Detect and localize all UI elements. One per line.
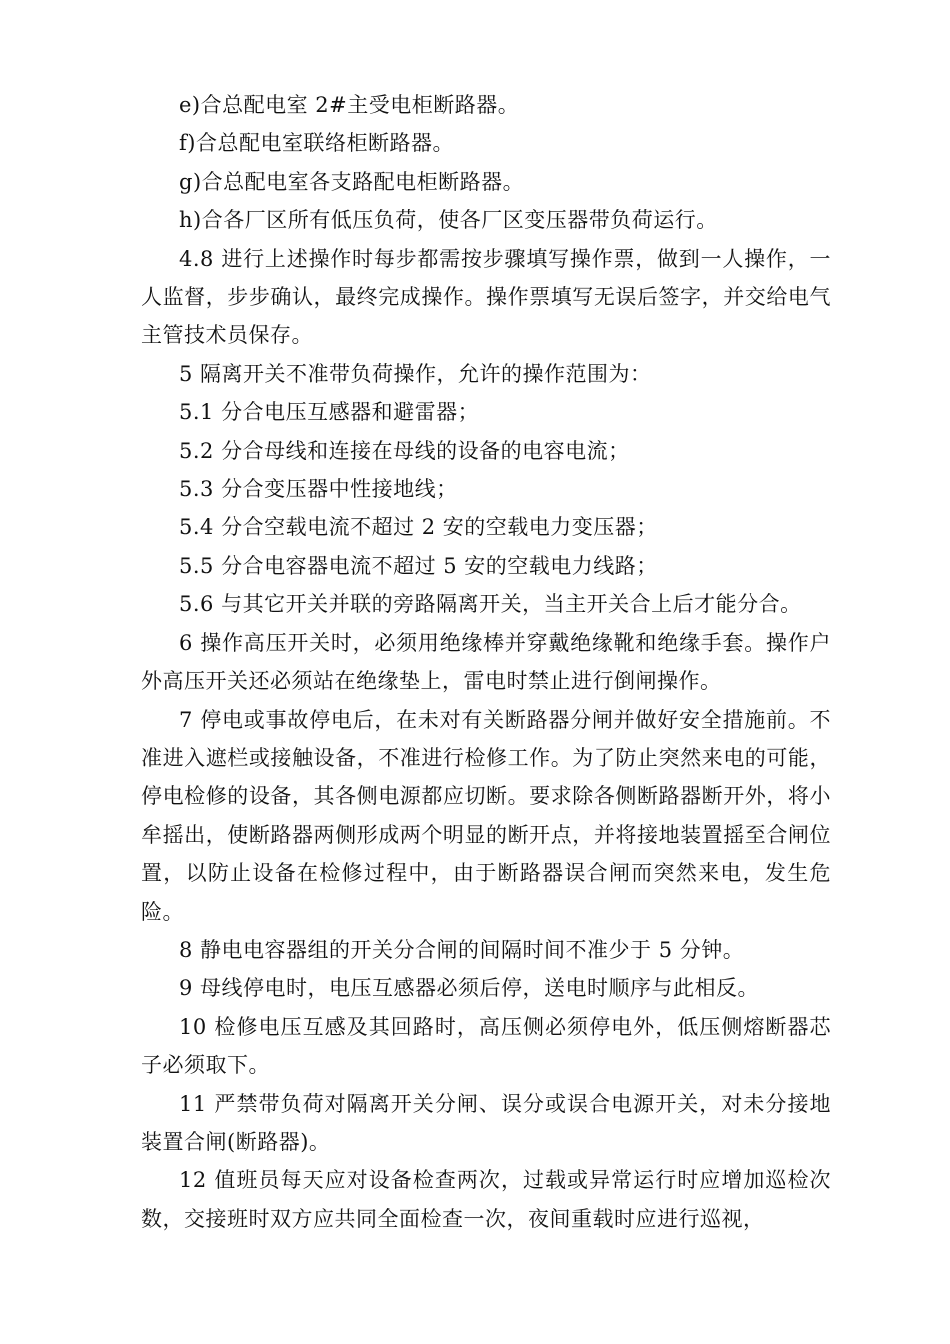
- paragraph-8: 8 静电电容器组的开关分合闸的间隔时间不准少于 5 分钟。: [179, 937, 745, 962]
- paragraph-10: 10 检修电压互感及其回路时，高压侧必须停电外，低压侧熔断器芯子必须取下。: [141, 1014, 831, 1078]
- paragraph-g: g)合总配电室各支路配电柜断路器。: [179, 169, 525, 194]
- paragraph-5: 5 隔离开关不准带负荷操作，允许的操作范围为：: [179, 361, 652, 386]
- paragraph-9: 9 母线停电时，电压互感器必须后停，送电时顺序与此相反。: [179, 976, 760, 1001]
- paragraph-6: 6 操作高压开关时，必须用绝缘棒并穿戴绝缘靴和绝缘手套。操作户外高压开关还必须站在绝缘垫上，雷电时禁止进行倒闸操作。: [141, 630, 831, 694]
- paragraph-4-8: 4.8 进行上述操作时每步都需按步骤填写操作票，做到一人操作，一人监督，步步确认，最终完成操作。操作票填写无误后签字，并交给电气主管技术员保存。: [141, 246, 831, 348]
- paragraph-h: h)合各厂区所有低压负荷，使各厂区变压器带负荷运行。: [179, 208, 718, 233]
- paragraph-5-5: 5.5 分合电容器电流不超过 5 安的空载电力线路；: [179, 553, 658, 578]
- paragraph-5-4: 5.4 分合空载电流不超过 2 安的空载电力变压器；: [179, 515, 658, 540]
- paragraph-e: e)合总配电室 2#主受电柜断路器。: [179, 93, 520, 117]
- paragraph-5-2: 5.2 分合母线和连接在母线的设备的电容电流；: [179, 438, 630, 463]
- paragraph-5-1: 5.1 分合电压互感器和避雷器；: [179, 400, 480, 425]
- paragraph-7: 7 停电或事故停电后，在未对有关断路器分闸并做好安全措施前。不准进入遮栏或接触设备，不准进行检修工作。为了防止突然来电的可能，停电检修的设备，其各侧电源都应切断。要求除各侧断路器断开外，将小牟摇出，使断路器两侧形成两个明显的断开点，并将接地装置摇至合闸位置，以防止设备在检修过程中，由于断路器误合闸而突然来电，发生危险。: [141, 707, 831, 924]
- paragraph-5-3: 5.3 分合变压器中性接地线；: [179, 477, 458, 502]
- paragraph-f: f)合总配电室联络柜断路器。: [179, 131, 454, 156]
- document-body: [141, 86, 831, 1238]
- paragraph-11: 11 严禁带负荷对隔离开关分闸、误分或误合电源开关，对未分接地装置合闸(断路器)。: [141, 1091, 831, 1154]
- paragraph-12: 12 值班员每天应对设备检查两次，过载或异常运行时应增加巡检次数，交接班时双方应共同全面检查一次，夜间重载时应进行巡视，: [141, 1168, 831, 1231]
- paragraph-5-6: 5.6 与其它开关并联的旁路隔离开关，当主开关合上后才能分合。: [179, 592, 802, 617]
